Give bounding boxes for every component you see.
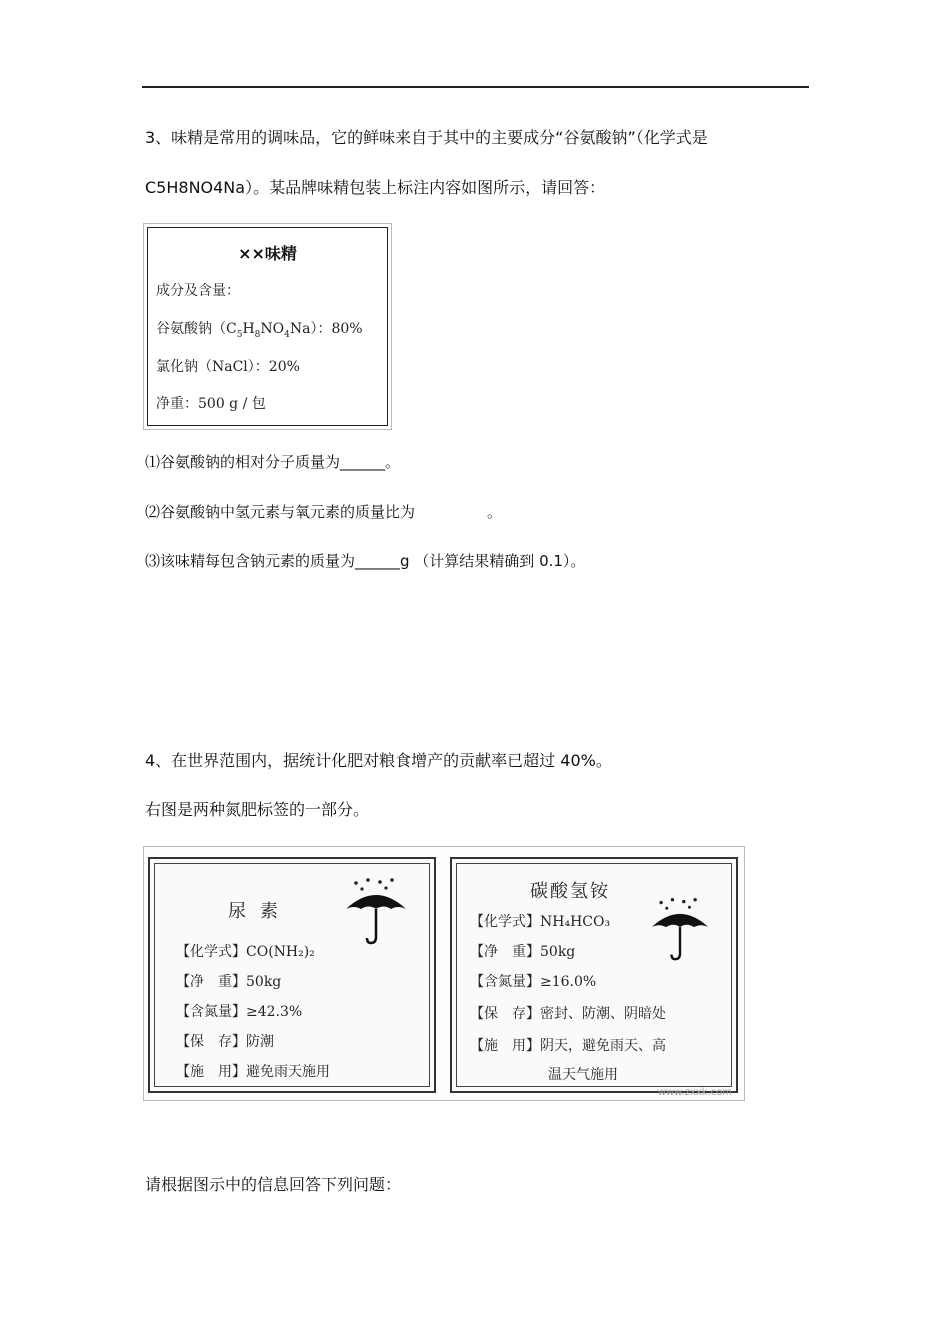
q3-sub-3 [145,551,585,571]
q3-line-2: C5H8NO4Na）。某品牌味精包装上标注内容如图所示，请回答： [145,178,606,197]
msg-row-glutamate-formula: $C_5H_8NO_4Na$ [226,321,311,340]
msg-ingredients-heading: 成分及含量： [156,283,240,299]
ammonium-bicarbonate-label [450,857,738,1093]
q3-sub-2-end: 。 [487,503,503,521]
urea-nitrogen-content: 【含氮量】≥42.3% [176,1004,303,1020]
ammonium-bicarbonate-nitrogen-content: 【含氮量】≥16.0% [470,974,597,990]
q3-sub-3-text: ⑶该味精每包含钠元素的质量为 [145,552,356,570]
umbrella-icon [340,875,412,947]
q4-line-3: 请根据图示中的信息回答下列问题： [145,1175,402,1194]
fertilizer-labels-figure [143,846,745,1101]
msg-label-figure [143,223,392,430]
watermark: www.zxxk.com [657,1087,732,1098]
ammonium-bicarbonate-formula: 【化学式】NH₄HCO₃ [470,914,611,930]
msg-row-net-weight: 净重：500 g / 包 [156,396,266,412]
urea-formula: 【化学式】CO(NH₂)₂ [176,944,315,960]
q4-line-2: 右图是两种氮肥标签的一部分。 [145,800,370,819]
urea-title: 尿素 [228,901,292,922]
msg-row-glutamate-rest: ）：80% [310,321,363,337]
q3-sub-1-text: ⑴谷氨酸钠的相对分子质量为 [145,453,341,471]
msg-row-glutamate-name: 谷氨酸钠（ [156,321,226,337]
msg-row-glutamate [156,318,363,340]
ammonium-bicarbonate-net-weight: 【净 重】50kg [470,944,576,960]
q3-sub-3-blank: ______ [355,552,401,570]
q3-line-1: 3、味精是常用的调味品，它的鲜味来自于其中的主要成分“谷氨酸钠”（化学式是 [145,128,708,147]
ammonium-bicarbonate-usage-cont: 温天气施用 [548,1067,618,1083]
header-rule [142,86,809,88]
ammonium-bicarbonate-usage: 【施 用】阴天，避免雨天、高 [470,1038,666,1054]
q3-sub-1 [145,452,400,472]
q4-line-1: 4、在世界范围内，据统计化肥对粮食增产的贡献率已超过 40%。 [145,751,612,770]
urea-net-weight: 【净 重】50kg [176,974,282,990]
ammonium-bicarbonate-title: 碳酸氢铵 [530,881,610,902]
urea-label [148,857,436,1093]
q3-sub-2 [145,502,502,522]
urea-storage: 【保 存】防潮 [176,1034,274,1050]
msg-row-nacl: 氯化钠（NaCl）：20% [156,359,300,375]
q3-sub-1-end: 。 [385,453,401,471]
umbrella-icon [646,895,714,963]
msg-label-title: ××味精 [238,244,297,263]
q3-sub-2-text: ⑵谷氨酸钠中氢元素与氧元素的质量比为 [145,503,416,521]
urea-usage: 【施 用】避免雨天施用 [176,1064,330,1080]
q3-sub-3-end: g （计算结果精确到 0.1）。 [400,552,586,570]
q3-sub-1-blank: ______ [340,453,386,471]
ammonium-bicarbonate-storage: 【保 存】密封、防潮、阴暗处 [470,1006,666,1022]
msg-label-frame [147,227,388,426]
